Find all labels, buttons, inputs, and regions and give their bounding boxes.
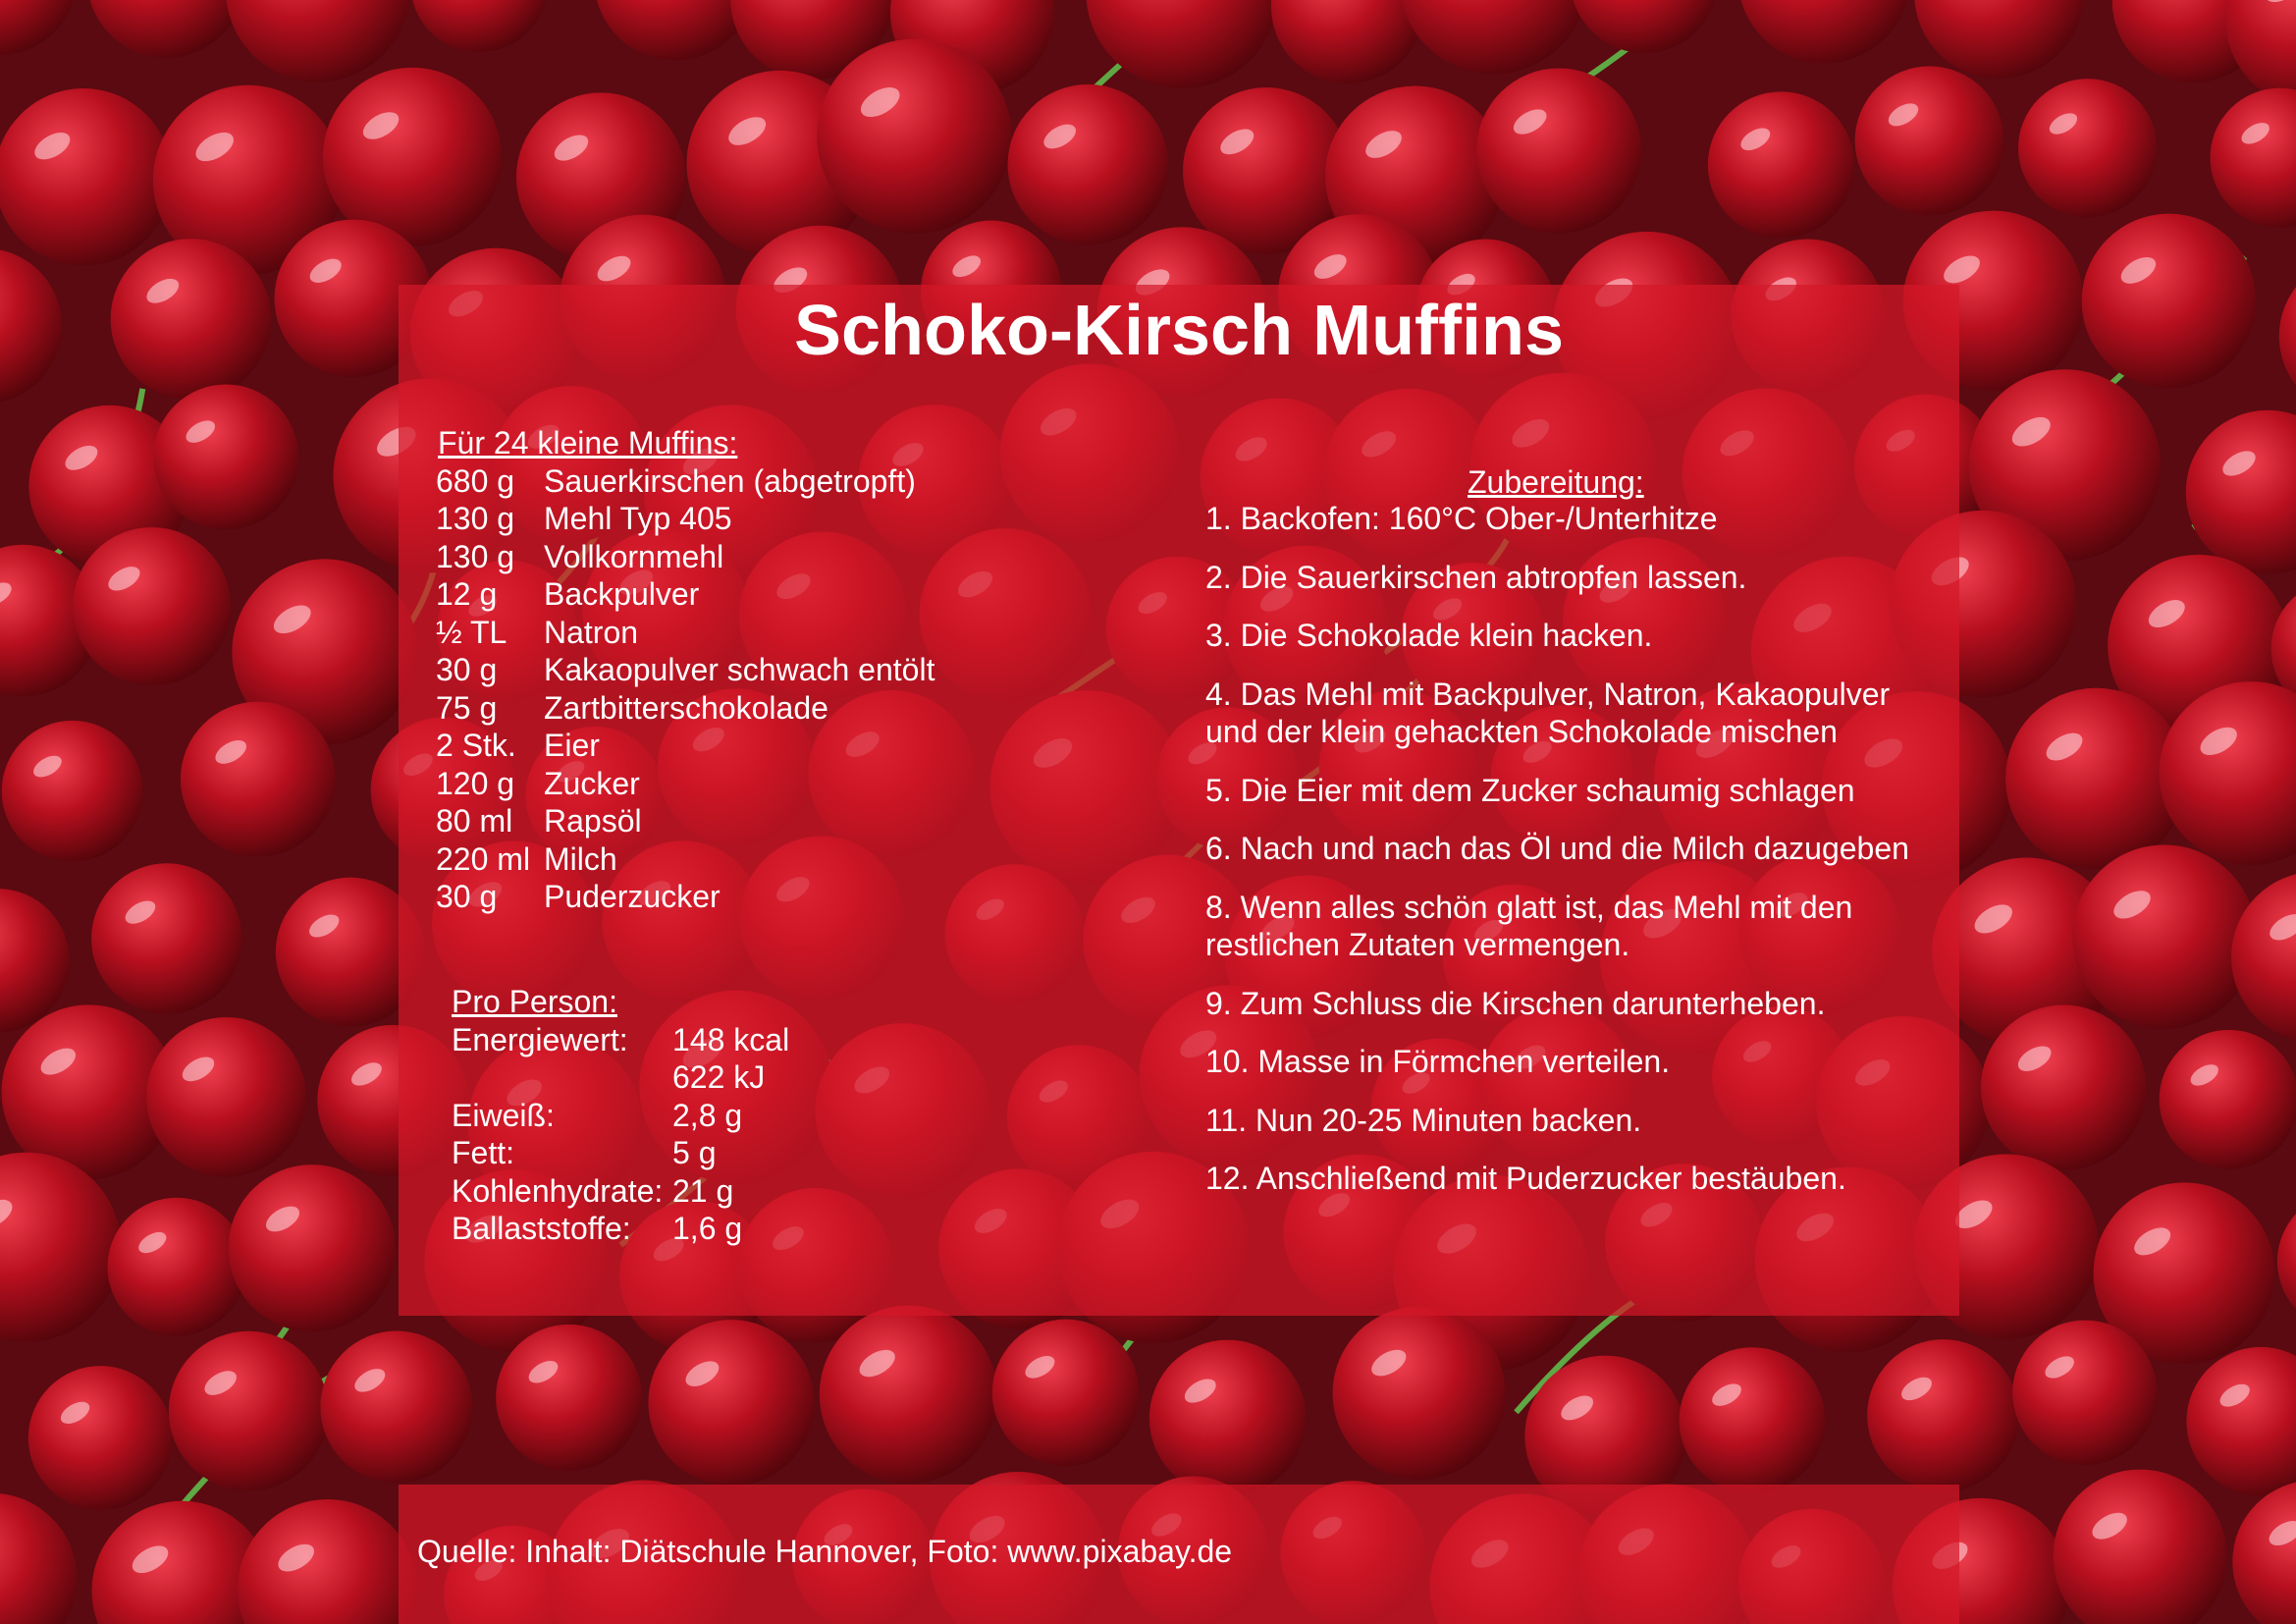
preparation-step: 4. Das Mehl mit Backpulver, Natron, Kakaopulver und der klein gehackten Schokolade mischen <box>1205 676 1891 749</box>
preparation-step: 5. Die Eier mit dem Zucker schaumig schlagen <box>1205 772 1855 808</box>
nutrition-label: Kohlenhydrate: <box>452 1172 664 1209</box>
preparation-heading: Zubereitung: <box>1468 464 1644 500</box>
nutrition-row <box>452 1210 789 1248</box>
ingredient-name: Backpulver <box>544 576 700 612</box>
ingredient-quantity: 30 g <box>436 652 498 687</box>
nutrition-value: 2,8 g <box>672 1097 743 1133</box>
nutrition-value: 148 kcal <box>672 1021 790 1057</box>
ingredient-name: Sauerkirschen (abgetropft) <box>544 462 916 499</box>
ingredients-heading: Für 24 kleine Muffins: <box>438 425 738 460</box>
nutrition-label <box>452 1058 672 1097</box>
ingredient-row <box>436 575 934 614</box>
cherry <box>1855 66 2004 215</box>
preparation-step: 10. Masse in Förmchen verteilen. <box>1205 1044 1671 1079</box>
cherry <box>108 1198 246 1336</box>
cherry <box>1708 91 1854 238</box>
preparation-step: 12. Anschließend mit Puderzucker bestäuben. <box>1205 1161 1846 1196</box>
cherry <box>2160 1030 2296 1169</box>
cherry <box>0 88 172 266</box>
ingredient-quantity: 75 g <box>436 689 498 726</box>
cherry <box>153 385 298 530</box>
cherry <box>817 39 1011 234</box>
nutrition-value: 5 g <box>672 1135 717 1170</box>
cherry <box>91 863 241 1013</box>
ingredient-quantity: ½ TL <box>436 614 507 650</box>
ingredient-quantity: 80 ml <box>436 803 513 839</box>
cherry <box>229 1164 396 1331</box>
cherry <box>1149 1340 1307 1497</box>
cherry <box>73 527 231 685</box>
cherry <box>496 1325 642 1471</box>
cherry <box>28 1366 173 1510</box>
ingredient-name: Zucker <box>544 765 640 801</box>
ingredient-name: Puderzucker <box>544 879 721 914</box>
ingredient-row <box>436 538 934 576</box>
cherry <box>323 68 502 246</box>
ingredient-quantity: 12 g <box>436 576 498 612</box>
ingredient-quantity: 130 g <box>436 501 515 536</box>
cherry <box>648 1320 814 1486</box>
ingredient-row <box>436 878 934 916</box>
ingredient-row <box>436 614 934 652</box>
preparation-step: 1. Backofen: 160°C Ober-/Unterhitze <box>1205 501 1718 536</box>
cherry <box>992 1320 1140 1467</box>
nutrition-value: 622 kJ <box>672 1059 766 1095</box>
preparation-step: 2. Die Sauerkirschen abtropfen lassen. <box>1205 559 1747 595</box>
cherry <box>1476 68 1641 233</box>
ingredient-row <box>436 727 934 765</box>
nutrition-row <box>452 1058 789 1097</box>
ingredient-quantity: 130 g <box>436 538 515 574</box>
cherry <box>2 721 143 862</box>
ingredient-quantity: 2 Stk. <box>436 728 516 763</box>
cherry <box>2082 214 2257 389</box>
ingredient-row <box>436 651 934 689</box>
ingredient-quantity: 30 g <box>436 879 498 914</box>
ingredient-name: Milch <box>544 840 617 877</box>
preparation-step: 3. Die Schokolade klein hacken. <box>1205 618 1653 653</box>
ingredient-name: Zartbitterschokolade <box>544 689 828 726</box>
ingredient-name: Natron <box>544 614 639 650</box>
cherry <box>1333 1307 1506 1480</box>
ingredient-row <box>436 802 934 840</box>
ingredient-name: Rapsöl <box>544 803 642 839</box>
preparation-step: 9. Zum Schluss die Kirschen darunterheben. <box>1205 985 1826 1021</box>
ingredient-name: Vollkornmehl <box>544 538 724 574</box>
nutrition-value: 1,6 g <box>672 1211 743 1246</box>
cherry <box>320 1330 472 1483</box>
nutrition-label: Ballaststoffe: <box>452 1211 631 1246</box>
ingredient-name: Eier <box>544 728 600 763</box>
ingredient-name: Kakaopulver schwach entölt <box>544 652 935 687</box>
cherry <box>2012 1321 2157 1465</box>
cherry <box>2072 844 2256 1028</box>
nutrition-row <box>452 1021 789 1059</box>
ingredient-row <box>436 462 934 501</box>
nutrition-label: Fett: <box>452 1135 515 1170</box>
source-credit: Quelle: Inhalt: Diätschule Hannover, Foto: www.pixabay.de <box>417 1534 1233 1569</box>
cherry <box>1867 1339 2019 1491</box>
ingredient-row <box>436 500 934 538</box>
cherry <box>1981 1004 2146 1169</box>
cherry <box>2018 79 2157 217</box>
page-title: Schoko-Kirsch Muffins <box>793 292 1565 370</box>
nutrition-value: 21 g <box>672 1172 734 1209</box>
ingredient-quantity: 220 ml <box>436 840 531 877</box>
nutrition-label: Energiewert: <box>452 1021 628 1057</box>
cherry <box>820 1306 997 1484</box>
cherry <box>181 702 336 857</box>
preparation-steps <box>1205 500 1912 1198</box>
ingredient-row <box>436 840 934 879</box>
preparation-step: 8. Wenn alles schön glatt ist, das Mehl mit den restlichen Zutaten vermengen. <box>1205 889 1853 962</box>
ingredients-list <box>436 462 934 916</box>
ingredients-section <box>436 424 934 916</box>
nutrition-list <box>452 1021 789 1248</box>
preparation-step: 6. Nach und nach das Öl und die Milch dazugeben <box>1205 831 1909 866</box>
preparation-step: 11. Nun 20-25 Minuten backen. <box>1205 1102 1642 1138</box>
ingredient-quantity: 120 g <box>436 765 515 801</box>
nutrition-row <box>452 1097 789 1135</box>
cherry <box>1680 1347 1826 1493</box>
nutrition-row <box>452 1172 789 1211</box>
ingredient-quantity: 680 g <box>436 462 515 499</box>
nutrition-section <box>452 983 789 1248</box>
ingredient-row <box>436 689 934 728</box>
cherry <box>169 1331 329 1491</box>
cherry <box>111 239 272 400</box>
nutrition-label: Eiweiß: <box>452 1097 555 1133</box>
ingredient-name: Mehl Typ 405 <box>544 501 732 536</box>
nutrition-row <box>452 1134 789 1172</box>
cherry <box>146 1017 306 1177</box>
cherry <box>1008 84 1168 244</box>
ingredient-row <box>436 765 934 803</box>
nutrition-heading: Pro Person: <box>452 984 617 1019</box>
